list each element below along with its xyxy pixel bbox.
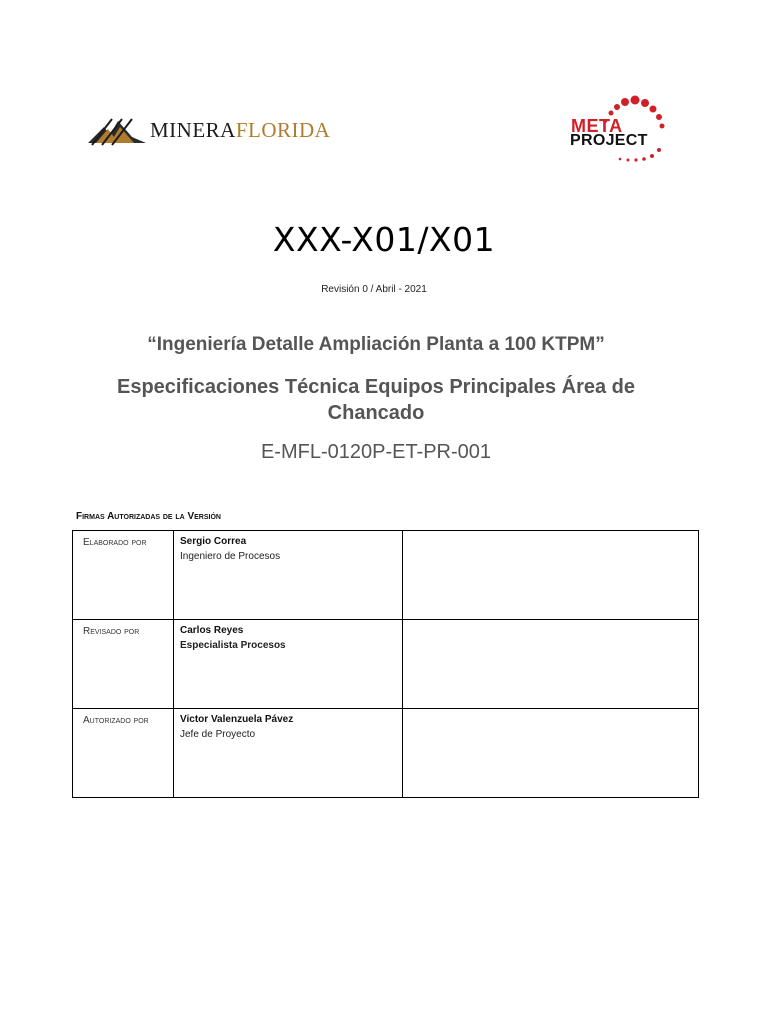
table-row xyxy=(73,709,699,798)
signatures-heading: Firmas Autorizadas de la Versión xyxy=(76,511,221,522)
role-label: Elaborado por xyxy=(73,531,174,620)
signer-name: Carlos Reyes xyxy=(180,625,244,636)
brand-florida: FLORIDA xyxy=(235,117,331,142)
signature-box xyxy=(403,531,699,620)
project-text: PROJECT xyxy=(570,132,648,149)
table-row xyxy=(73,620,699,709)
project-title: “Ingeniería Detalle Ampliación Planta a 100 KTPM” xyxy=(147,334,605,355)
meta-text: META xyxy=(571,116,623,136)
table-row xyxy=(73,531,699,620)
brand-minera: MINERA xyxy=(150,117,236,142)
signer-cell xyxy=(174,709,403,798)
signatures-table xyxy=(72,530,699,798)
signature-box xyxy=(403,620,699,709)
signer-name: Victor Valenzuela Pávez xyxy=(180,714,294,725)
signer-role: Jefe de Proyecto xyxy=(180,729,256,740)
signer-role: Especialista Procesos xyxy=(180,640,286,651)
signature-box xyxy=(403,709,699,798)
meta-project-logo xyxy=(565,94,675,164)
signer-name: Sergio Correa xyxy=(180,536,247,547)
signer-cell xyxy=(174,620,403,709)
document-number: E-MFL-0120P-ET-PR-001 xyxy=(260,441,492,463)
signer-role: Ingeniero de Procesos xyxy=(180,551,281,562)
minera-florida-logo xyxy=(86,110,331,150)
document-code: XXX-X01/X01 xyxy=(272,220,496,259)
role-label: Revisado por xyxy=(73,620,174,709)
revision-text: Revisión 0 / Abril - 2021 xyxy=(321,284,427,295)
signer-cell xyxy=(174,531,403,620)
minera-florida-logo-icon xyxy=(86,113,148,147)
spec-title: Especificaciones Técnica Equipos Principales Área de Chancado xyxy=(117,376,635,424)
role-label: Autorizado por xyxy=(73,709,174,798)
